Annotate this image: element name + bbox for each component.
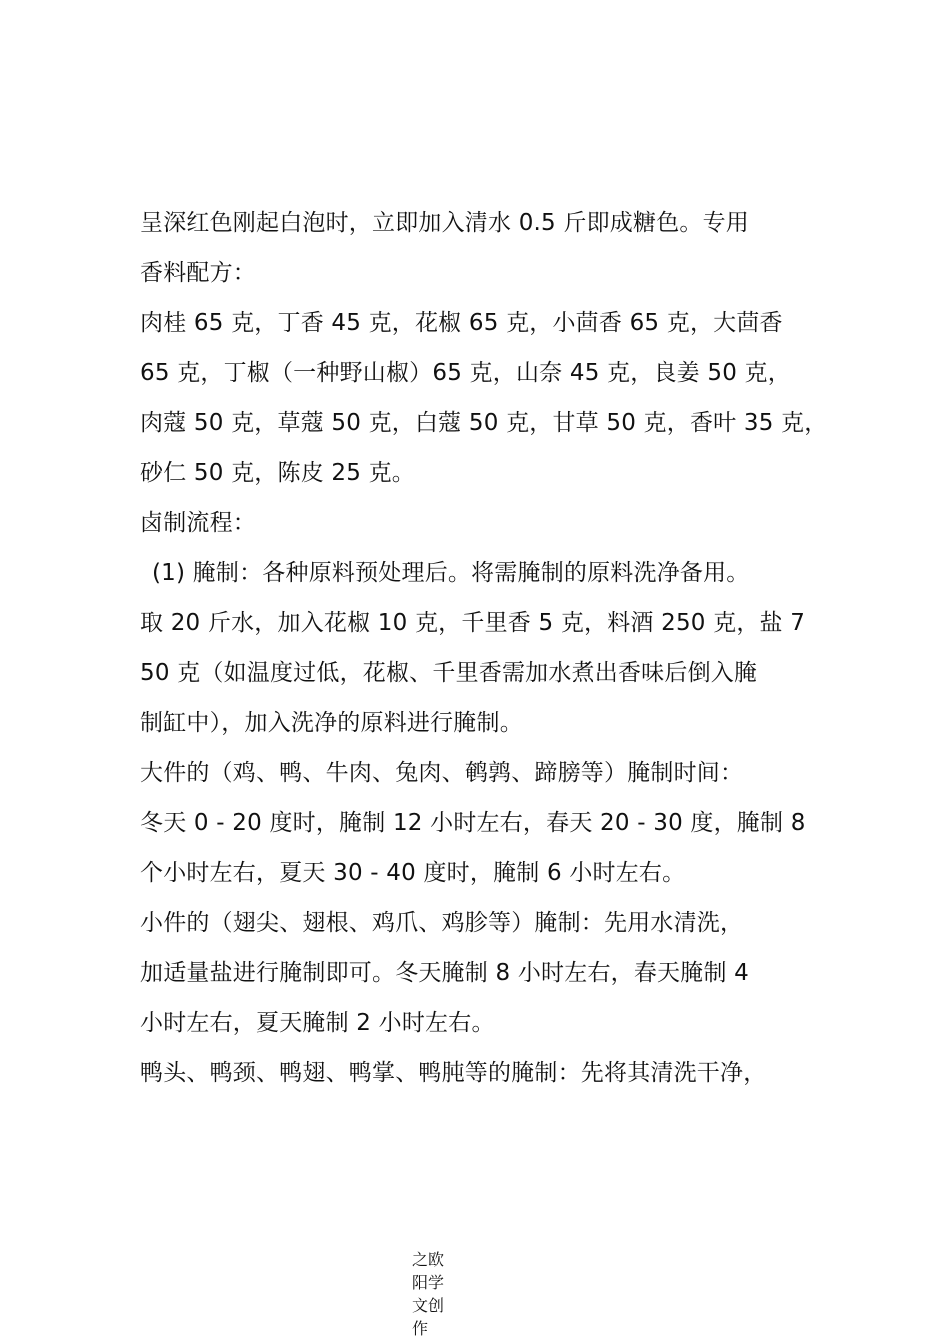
page-footer: 之欧阳学文创作 bbox=[412, 1250, 445, 1338]
text-line: 砂仁 50 克，陈皮 25 克。 bbox=[140, 460, 415, 486]
step-item: (1) 腌制：各种原料预处理后。将需腌制的原料洗净备用。 bbox=[152, 560, 750, 586]
text-line: 肉桂 65 克，丁香 45 克，花椒 65 克，小茴香 65 克，大茴香 bbox=[140, 310, 783, 336]
text-line: 取 20 斤水，加入花椒 10 克，千里香 5 克，料酒 250 克，盐 7 bbox=[140, 610, 806, 636]
text-line: 冬天 0 - 20 度时，腌制 12 小时左右，春天 20 - 30 度，腌制 8 bbox=[140, 810, 806, 836]
section-heading: 卤制流程： bbox=[140, 510, 256, 536]
text-line: 65 克，丁椒（一种野山椒）65 克，山奈 45 克，良姜 50 克， bbox=[140, 360, 791, 386]
text-line: 小件的（翅尖、翅根、鸡爪、鸡胗等）腌制：先用水清洗， bbox=[140, 910, 744, 936]
text-line: 呈深红色刚起白泡时，立即加入清水 0.5 斤即成糖色。专用 bbox=[140, 210, 749, 236]
text-line: 小时左右，夏天腌制 2 小时左右。 bbox=[140, 1010, 495, 1036]
text-line: 制缸中），加入洗净的原料进行腌制。 bbox=[140, 710, 523, 736]
text-line: 50 克（如温度过低，花椒、千里香需加水煮出香味后倒入腌 bbox=[140, 660, 758, 686]
text-line: 大件的（鸡、鸭、牛肉、兔肉、鹌鹑、蹄膀等）腌制时间： bbox=[140, 760, 744, 786]
text-line: 个小时左右，夏天 30 - 40 度时，腌制 6 小时左右。 bbox=[140, 860, 686, 886]
text-line: 加适量盐进行腌制即可。冬天腌制 8 小时左右，春天腌制 4 bbox=[140, 960, 749, 986]
text-line: 鸭头、鸭颈、鸭翅、鸭掌、鸭肫等的腌制：先将其清洗干净， bbox=[140, 1060, 767, 1086]
text-line: 香料配方： bbox=[140, 260, 256, 286]
text-line: 肉蔻 50 克，草蔻 50 克，白蔻 50 克，甘草 50 克，香叶 35 克， bbox=[140, 410, 828, 436]
document-body bbox=[140, 198, 840, 1098]
